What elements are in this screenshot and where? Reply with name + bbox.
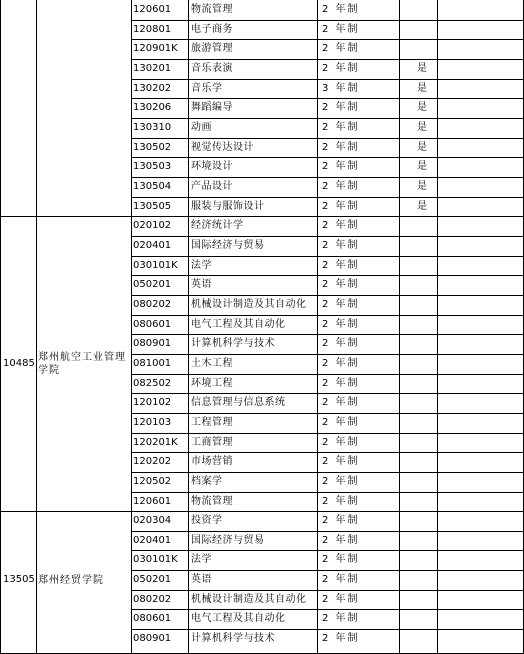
program-name: 舞蹈编导 bbox=[191, 102, 233, 114]
table-row bbox=[0, 118, 524, 138]
program-duration: 2 年制 bbox=[322, 593, 360, 605]
program-duration: 2 年制 bbox=[322, 23, 360, 35]
program-code: 120801 bbox=[133, 23, 172, 35]
school-id: 10485 bbox=[3, 357, 35, 369]
table-row bbox=[0, 393, 524, 413]
program-duration: 2 年制 bbox=[322, 495, 360, 507]
program-name: 经济统计学 bbox=[191, 220, 244, 232]
program-duration: 2 年制 bbox=[322, 534, 360, 546]
program-name: 电气工程及其自动化 bbox=[191, 613, 286, 625]
program-duration: 2 年制 bbox=[322, 554, 360, 566]
program-code: 130201 bbox=[133, 62, 172, 74]
program-code: 130502 bbox=[133, 141, 172, 153]
table-row bbox=[0, 472, 524, 492]
grid-hline bbox=[131, 629, 524, 630]
grid-hline bbox=[131, 492, 524, 493]
grid-hline bbox=[131, 354, 524, 355]
program-flag bbox=[417, 590, 437, 610]
table-row bbox=[0, 511, 524, 531]
program-duration: 2 年制 bbox=[322, 357, 360, 369]
table-row bbox=[0, 629, 524, 649]
program-name: 音乐学 bbox=[191, 82, 223, 94]
program-duration: 2 年制 bbox=[322, 318, 360, 330]
grid-hline bbox=[131, 256, 524, 257]
program-name: 计算机科学与技术 bbox=[191, 633, 275, 645]
program-name: 法学 bbox=[191, 259, 212, 271]
grid-hline bbox=[131, 138, 524, 139]
program-flag bbox=[417, 315, 437, 335]
program-flag bbox=[417, 570, 437, 590]
program-duration: 2 年制 bbox=[322, 62, 360, 74]
program-name: 计算机科学与技术 bbox=[191, 338, 275, 350]
table-row bbox=[0, 590, 524, 610]
table-row bbox=[0, 295, 524, 315]
program-code: 120601 bbox=[133, 4, 172, 15]
program-duration: 2 年制 bbox=[322, 613, 360, 625]
program-duration: 2 年制 bbox=[322, 377, 360, 389]
table-row bbox=[0, 216, 524, 236]
program-code: 130503 bbox=[133, 161, 172, 173]
grid-hline bbox=[131, 39, 524, 40]
program-code: 130310 bbox=[133, 121, 172, 133]
program-code: 020401 bbox=[133, 534, 172, 546]
grid-hline bbox=[131, 590, 524, 591]
program-duration: 2 年制 bbox=[322, 141, 360, 153]
program-flag bbox=[417, 275, 437, 295]
grid-hline bbox=[131, 550, 524, 551]
program-flag bbox=[417, 354, 437, 374]
program-name: 英语 bbox=[191, 279, 212, 291]
table-row bbox=[0, 59, 524, 79]
program-duration: 2 年制 bbox=[322, 180, 360, 192]
program-code: 080202 bbox=[133, 593, 172, 605]
program-name: 信息管理与信息系统 bbox=[191, 397, 286, 409]
program-name: 音乐表演 bbox=[191, 62, 233, 74]
program-duration: 3 年制 bbox=[322, 82, 360, 94]
program-name: 电气工程及其自动化 bbox=[191, 318, 286, 330]
program-flag bbox=[417, 452, 437, 472]
program-code: 120601 bbox=[133, 495, 172, 507]
grid-hline bbox=[131, 79, 524, 80]
program-flag bbox=[417, 374, 437, 394]
program-flag bbox=[417, 492, 437, 512]
table-row bbox=[0, 197, 524, 217]
table-row bbox=[0, 256, 524, 276]
program-flag bbox=[417, 0, 437, 20]
program-name: 电子商务 bbox=[191, 23, 233, 35]
program-flag: 是 bbox=[417, 161, 427, 173]
program-name: 物流管理 bbox=[191, 4, 233, 15]
grid-hline bbox=[0, 511, 524, 512]
grid-hline bbox=[0, 216, 524, 217]
grid-hline bbox=[131, 413, 524, 414]
program-name: 投资学 bbox=[191, 515, 223, 527]
program-duration: 2 年制 bbox=[322, 436, 360, 448]
program-flag bbox=[417, 39, 437, 59]
grid-hline bbox=[131, 472, 524, 473]
table-row bbox=[0, 413, 524, 433]
program-duration: 2 年制 bbox=[322, 397, 360, 409]
program-name: 英语 bbox=[191, 574, 212, 586]
program-duration: 2 年制 bbox=[322, 220, 360, 232]
program-name: 产品设计 bbox=[191, 180, 233, 192]
program-name: 国际经济与贸易 bbox=[191, 534, 265, 546]
program-code: 020102 bbox=[133, 220, 172, 232]
program-name: 国际经济与贸易 bbox=[191, 239, 265, 251]
grid-hline bbox=[131, 177, 524, 178]
program-duration: 2 年制 bbox=[322, 633, 360, 645]
program-duration: 2 年制 bbox=[322, 298, 360, 310]
grid-hline bbox=[131, 197, 524, 198]
table-row bbox=[0, 79, 524, 99]
program-duration: 2 年制 bbox=[322, 239, 360, 251]
table-row bbox=[0, 315, 524, 335]
program-code: 120103 bbox=[133, 416, 172, 428]
table-row bbox=[0, 492, 524, 512]
program-name: 土木工程 bbox=[191, 357, 233, 369]
program-flag bbox=[417, 511, 437, 531]
program-duration: 2 年制 bbox=[322, 279, 360, 291]
program-flag bbox=[417, 413, 437, 433]
program-code: 030101K bbox=[133, 554, 178, 566]
program-name: 环境工程 bbox=[191, 377, 233, 389]
program-name: 环境设计 bbox=[191, 161, 233, 173]
school-name: 郑州航空工业管理学院 bbox=[38, 351, 126, 376]
program-duration: 2 年制 bbox=[322, 515, 360, 527]
grid-hline bbox=[131, 393, 524, 394]
grid-hline bbox=[131, 275, 524, 276]
program-code: 120901K bbox=[133, 43, 178, 55]
program-duration: 2 年制 bbox=[322, 416, 360, 428]
program-code: 082502 bbox=[133, 377, 172, 389]
program-flag: 是 bbox=[417, 102, 427, 114]
program-duration: 2 年制 bbox=[322, 200, 360, 212]
program-code: 080202 bbox=[133, 298, 172, 310]
program-flag: 是 bbox=[417, 200, 427, 212]
program-duration: 2 年制 bbox=[322, 161, 360, 173]
grid-hline bbox=[131, 98, 524, 99]
program-code: 030101K bbox=[133, 259, 178, 271]
program-flag bbox=[417, 550, 437, 570]
program-duration: 2 年制 bbox=[322, 259, 360, 271]
program-code: 130206 bbox=[133, 102, 172, 114]
program-name: 机械设计制造及其自动化 bbox=[191, 593, 307, 605]
table-row bbox=[0, 275, 524, 295]
program-flag bbox=[417, 531, 437, 551]
program-flag bbox=[417, 20, 437, 40]
table-row bbox=[0, 177, 524, 197]
grid-hline bbox=[131, 315, 524, 316]
table-row bbox=[0, 531, 524, 551]
program-flag bbox=[417, 256, 437, 276]
table-row bbox=[0, 550, 524, 570]
grid-hline bbox=[131, 334, 524, 335]
program-flag bbox=[417, 393, 437, 413]
table-row bbox=[0, 138, 524, 158]
grid-hline bbox=[131, 452, 524, 453]
grid-hline bbox=[131, 433, 524, 434]
program-flag bbox=[417, 433, 437, 453]
school-name: 郑州经贸学院 bbox=[38, 574, 104, 586]
program-code: 120502 bbox=[133, 475, 172, 487]
program-code: 020401 bbox=[133, 239, 172, 251]
program-code: 050201 bbox=[133, 574, 172, 586]
grid-hline bbox=[131, 374, 524, 375]
program-name: 机械设计制造及其自动化 bbox=[191, 298, 307, 310]
program-flag: 是 bbox=[417, 62, 427, 74]
program-duration: 2 年制 bbox=[322, 574, 360, 586]
program-name: 市场营销 bbox=[191, 456, 233, 468]
program-duration: 2 年制 bbox=[322, 456, 360, 468]
program-code: 080901 bbox=[133, 633, 172, 645]
program-code: 080601 bbox=[133, 613, 172, 625]
school-id: 13505 bbox=[3, 573, 35, 585]
table-row bbox=[0, 452, 524, 472]
program-duration: 2 年制 bbox=[322, 102, 360, 114]
table-row bbox=[0, 433, 524, 453]
program-duration: 2 年制 bbox=[322, 43, 360, 55]
program-flag: 是 bbox=[417, 141, 427, 153]
grid-hline bbox=[131, 59, 524, 60]
program-code: 130504 bbox=[133, 180, 172, 192]
program-flag bbox=[417, 629, 437, 649]
program-flag bbox=[417, 295, 437, 315]
program-flag bbox=[417, 472, 437, 492]
program-code: 120202 bbox=[133, 456, 172, 468]
grid-hline bbox=[131, 609, 524, 610]
program-name: 法学 bbox=[191, 554, 212, 566]
grid-hline bbox=[131, 531, 524, 532]
program-duration: 2 年制 bbox=[322, 338, 360, 350]
program-code: 080901 bbox=[133, 338, 172, 350]
program-code: 130505 bbox=[133, 200, 172, 212]
program-name: 工商管理 bbox=[191, 436, 233, 448]
program-duration: 2 年制 bbox=[322, 121, 360, 133]
program-duration: 2 年制 bbox=[322, 475, 360, 487]
grid-hline bbox=[131, 295, 524, 296]
program-flag bbox=[417, 609, 437, 629]
program-code: 130202 bbox=[133, 82, 172, 94]
grid-hline bbox=[131, 570, 524, 571]
program-flag bbox=[417, 334, 437, 354]
program-flag: 是 bbox=[417, 82, 427, 94]
program-code: 081001 bbox=[133, 357, 172, 369]
program-duration: 2 年制 bbox=[322, 4, 360, 15]
program-code: 050201 bbox=[133, 279, 172, 291]
program-flag: 是 bbox=[417, 121, 427, 133]
program-code: 120201K bbox=[133, 436, 178, 448]
table-row bbox=[0, 236, 524, 256]
grid-hline bbox=[131, 20, 524, 21]
table-row bbox=[0, 157, 524, 177]
program-name: 档案学 bbox=[191, 475, 223, 487]
program-flag: 是 bbox=[417, 180, 427, 192]
program-name: 旅游管理 bbox=[191, 43, 233, 55]
grid-hline bbox=[131, 118, 524, 119]
program-flag bbox=[417, 236, 437, 256]
table-row bbox=[0, 609, 524, 629]
grid-hline bbox=[131, 157, 524, 158]
program-name: 物流管理 bbox=[191, 495, 233, 507]
table-row bbox=[0, 39, 524, 59]
table-row bbox=[0, 20, 524, 40]
program-flag bbox=[417, 216, 437, 236]
program-name: 服装与服饰设计 bbox=[191, 200, 265, 212]
table-row bbox=[0, 98, 524, 118]
grid-hline bbox=[131, 236, 524, 237]
program-code: 020304 bbox=[133, 515, 172, 527]
program-name: 工程管理 bbox=[191, 416, 233, 428]
program-name: 动画 bbox=[191, 121, 212, 133]
table-row bbox=[0, 0, 524, 20]
program-code: 120102 bbox=[133, 397, 172, 409]
program-name: 视觉传达设计 bbox=[191, 141, 254, 153]
program-code: 080601 bbox=[133, 318, 172, 330]
